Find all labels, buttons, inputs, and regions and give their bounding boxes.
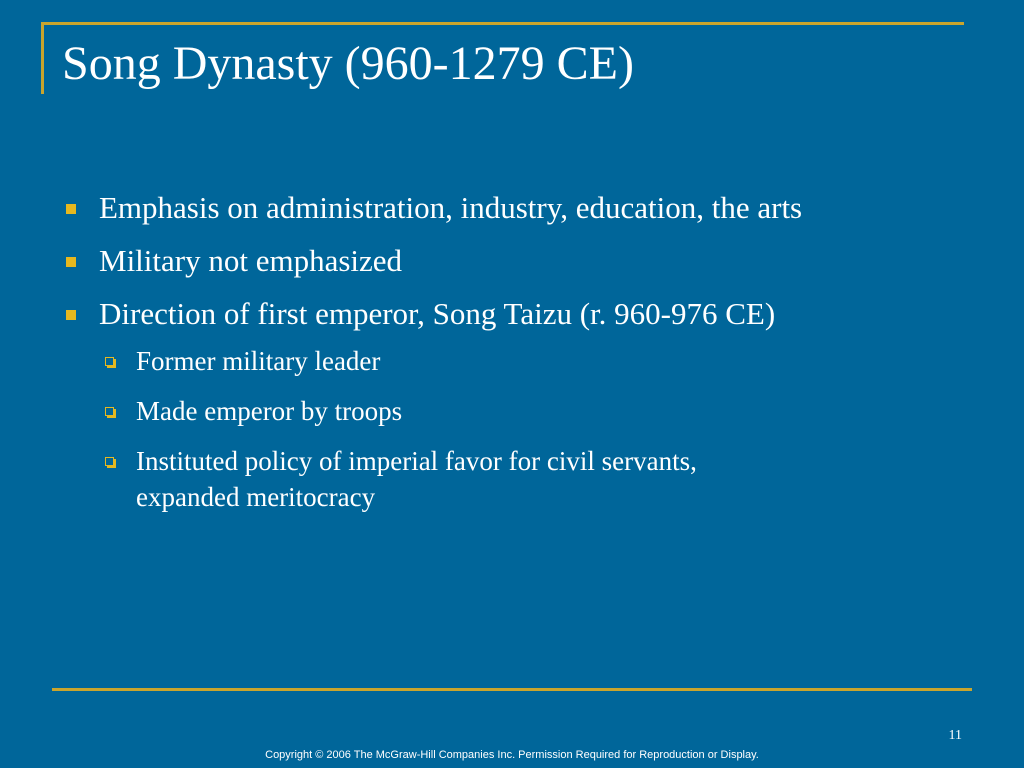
hollow-square-bullet-icon <box>105 457 114 466</box>
title-left-rule <box>41 22 44 94</box>
hollow-square-bullet-icon <box>105 357 114 366</box>
sub-bullet-item <box>62 393 962 429</box>
sub-bullet-text: Instituted policy of imperial favor for civil servants, <box>136 446 697 476</box>
sub-bullet-text: Made emperor by troops <box>136 396 403 426</box>
bullet-item <box>62 188 962 228</box>
hollow-square-bullet-icon <box>105 407 114 416</box>
page-number: 11 <box>948 728 962 743</box>
sub-bullet-list <box>62 343 962 515</box>
sub-bullet-item <box>62 443 962 515</box>
slide-title: Song Dynasty (960-1279 CE) <box>62 37 634 90</box>
bullet-text: Emphasis on administration, industry, education, the arts <box>99 190 803 225</box>
square-bullet-icon <box>66 257 76 267</box>
bullet-text: Military not emphasized <box>99 243 403 278</box>
bullet-item <box>62 294 962 334</box>
sub-bullet-text: Former military leader <box>136 346 381 376</box>
sub-bullet-item <box>62 343 962 379</box>
bullet-text: Direction of first emperor, Song Taizu (r. 960-976 CE) <box>99 296 776 331</box>
square-bullet-icon <box>66 310 76 320</box>
footer-rule <box>52 688 972 691</box>
square-bullet-icon <box>66 204 76 214</box>
slide-body <box>62 188 962 529</box>
bullet-list <box>62 188 962 334</box>
copyright-footer: Copyright © 2006 The McGraw-Hill Companies Inc. Permission Required for Reproduction or Display. <box>265 749 759 761</box>
bullet-item <box>62 241 962 281</box>
sub-bullet-text-continued: expanded meritocracy <box>136 482 376 512</box>
title-top-rule <box>42 22 964 25</box>
